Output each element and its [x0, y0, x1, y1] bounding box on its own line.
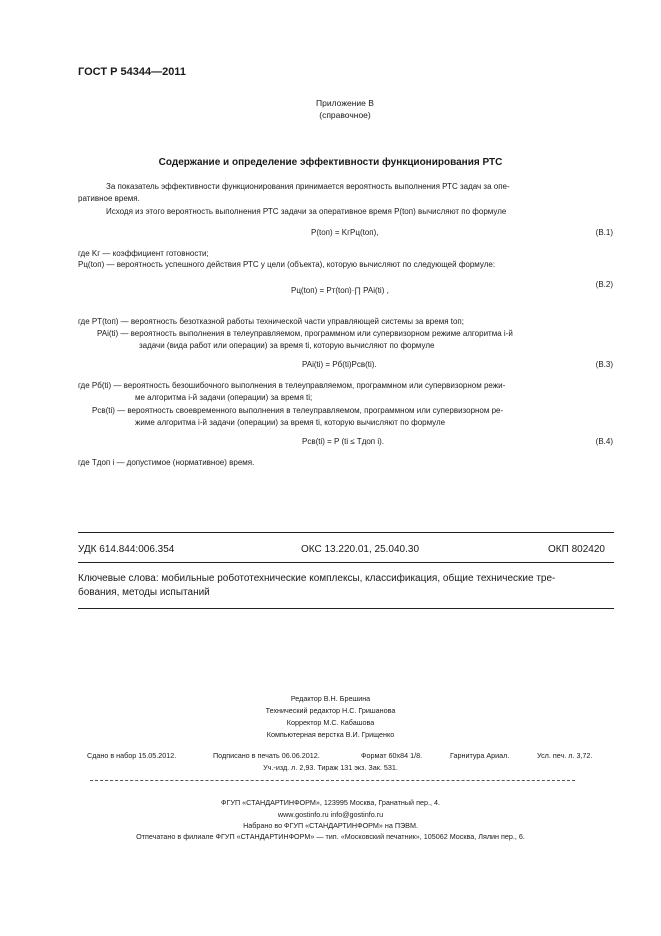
equation-number: (В.1): [595, 228, 613, 237]
divider: [78, 532, 614, 533]
oks-code: ОКС 13.220.01, 25.040.30: [301, 544, 420, 555]
equation-number: (В.2): [595, 280, 613, 289]
definition-line: задачи (вида работ или операции) за время ti, которую вычисляют по формуле: [139, 341, 435, 350]
formula-b3: PAi(ti) = Pб(ti)Pсв(ti).: [302, 360, 377, 369]
definition-line: где Pб(ti) — вероятность безошибочного выполнения в телеуправляемом, программном или супервизорном режи-: [78, 381, 506, 390]
appendix-label: Приложение В: [316, 98, 374, 108]
definition-line: жиме алгоритма i-й задачи (операции) за время ti, которую вычисляют по формуле: [135, 418, 446, 427]
print-signed: Подписано в печать 06.06.2012.: [213, 751, 320, 760]
definition-line: где Tдоп i — допустимое (нормативное) время.: [78, 458, 255, 467]
dashed-divider: [90, 780, 575, 781]
print-font: Гарнитура Ариал.: [450, 751, 510, 760]
section-title: Содержание и определение эффективности функционирования РТС: [158, 157, 503, 168]
udk-code: УДК 614.844:006.354: [78, 544, 175, 555]
formula-b1: P(tоп) = KгPц(tоп),: [311, 228, 379, 237]
divider: [78, 608, 614, 609]
equation-number: (В.4): [595, 437, 613, 446]
print-run: Уч.-изд. л. 2,93. Тираж 131 экз. Зак. 531.: [263, 763, 398, 772]
appendix-note: (справочное): [319, 110, 371, 120]
publisher-address: ФГУП «СТАНДАРТИНФОРМ», 123995 Москва, Гранатный пер., 4.: [221, 798, 440, 807]
print-format: Формат 60х84 1/8.: [361, 751, 423, 760]
formula-b4: Pсв(ti) = P (ti ≤ Tдоп i).: [302, 437, 385, 446]
credit-editor: Редактор В.Н. Брешина: [290, 694, 371, 703]
definition-line: где Kг — коэффициент готовности;: [78, 249, 209, 258]
print-sheets: Усл. печ. л. 3,72.: [537, 751, 593, 760]
publisher-typeset: Набрано во ФГУП «СТАНДАРТИНФОРМ» на ПЭВМ.: [243, 821, 418, 830]
definition-line: Pсв(ti) — вероятность своевременного выполнения в телеуправляемом, программном или супервизорном ре-: [92, 406, 504, 415]
paragraph-line: Исходя из этого вероятность выполнения РТС задачи за оперативное время P(tоп) вычисляют по формуле: [106, 207, 507, 216]
definition-line: Pц(tоп) — вероятность успешного действия РТС у цели (объекта), которую вычисляют по следующей формуле:: [78, 260, 496, 269]
equation-number: (В.3): [595, 360, 613, 369]
paragraph-line: За показатель эффективности функционирования принимается вероятность выполнения РТС задач за опе-: [106, 182, 510, 191]
print-sent: Сдано в набор 15.05.2012.: [87, 751, 177, 760]
definition-line: где PT(tоп) — вероятность безотказной работы технической части управляющей системы за время tоп;: [78, 317, 464, 326]
keywords-line: бования, методы испытаний: [78, 587, 210, 598]
paragraph-line: ративное время.: [78, 194, 140, 203]
publisher-contacts: www.gostinfo.ru info@gostinfo.ru: [277, 810, 384, 819]
document-standard-number: ГОСТ Р 54344—2011: [78, 66, 186, 78]
credit-layout: Компьютерная верстка В.И. Грищенко: [266, 730, 395, 739]
okp-code: ОКП 802420: [548, 544, 605, 555]
appendix-heading: [0, 97, 661, 121]
keywords-line: Ключевые слова: мобильные робототехнические комплексы, классификация, общие технические тре-: [78, 573, 556, 584]
publisher-printed: Отпечатано в филиале ФГУП «СТАНДАРТИНФОРМ» — тип. «Московский печатник», 105062 Москва, Лялин пер., 6.: [136, 832, 525, 841]
credit-corrector: Корректор М.С. Кабашова: [286, 718, 375, 727]
divider: [78, 562, 614, 563]
credit-tech-editor: Технический редактор Н.С. Гришанова: [265, 706, 396, 715]
formula-b2: Pц(tоп) = Pт(tоп)·∏ PAi(ti) ,: [291, 286, 389, 295]
definition-line: ме алгоритма i-й задачи (операции) за время ti;: [135, 393, 313, 402]
definition-line: PAi(ti) — вероятность выполнения в телеуправляемом, программном или супервизорном режиме алгоритма i-й: [97, 329, 513, 338]
